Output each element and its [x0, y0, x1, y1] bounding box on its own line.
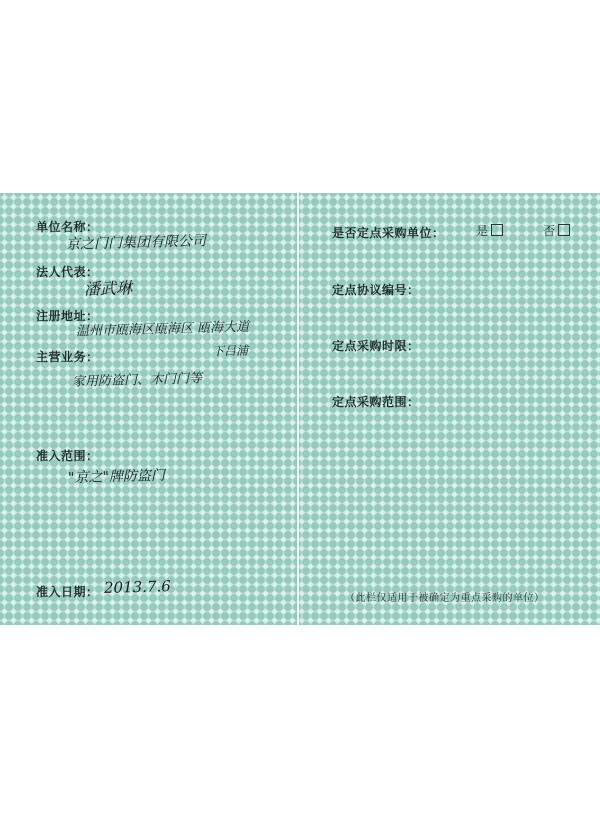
unit-name-value: 京之门门集团有限公司 [65, 233, 207, 253]
date-value: 2013.7.6 [103, 577, 172, 597]
period-label: 定点采购时限： [332, 339, 420, 353]
no-checkbox[interactable] [558, 224, 570, 236]
unit-name-label: 单位名称： [36, 220, 99, 234]
option-no-label: 否 [543, 224, 556, 238]
yes-checkbox[interactable] [491, 224, 503, 236]
option-yes [476, 222, 503, 239]
certificate-card [0, 193, 600, 625]
footnote: （此栏仅适用于被确定为重点采购的单位） [345, 593, 545, 604]
address-value-line1: 温州市瓯海区瓯海区 瓯海大道 [75, 319, 250, 340]
scope-value: "京之"牌防盗门 [67, 467, 166, 487]
business-label: 主营业务： [36, 350, 99, 364]
business-value: 家用防盗门、木门门等 [71, 371, 203, 390]
page-fold-divider [297, 193, 299, 625]
legal-rep-value: 潘武琳 [83, 278, 133, 299]
date-label: 准入日期： [36, 585, 99, 599]
range-label: 定点采购范围： [332, 395, 420, 409]
designated-label: 是否定点采购单位： [332, 226, 445, 240]
legal-rep-label: 法人代表： [36, 265, 99, 279]
agreement-label: 定点协议编号： [332, 283, 420, 297]
option-yes-label: 是 [476, 224, 489, 238]
address-label: 注册地址： [36, 309, 99, 323]
option-no [543, 222, 570, 239]
address-value-line2: 下吕浦 [211, 343, 249, 359]
scope-label: 准入范围： [36, 449, 99, 463]
